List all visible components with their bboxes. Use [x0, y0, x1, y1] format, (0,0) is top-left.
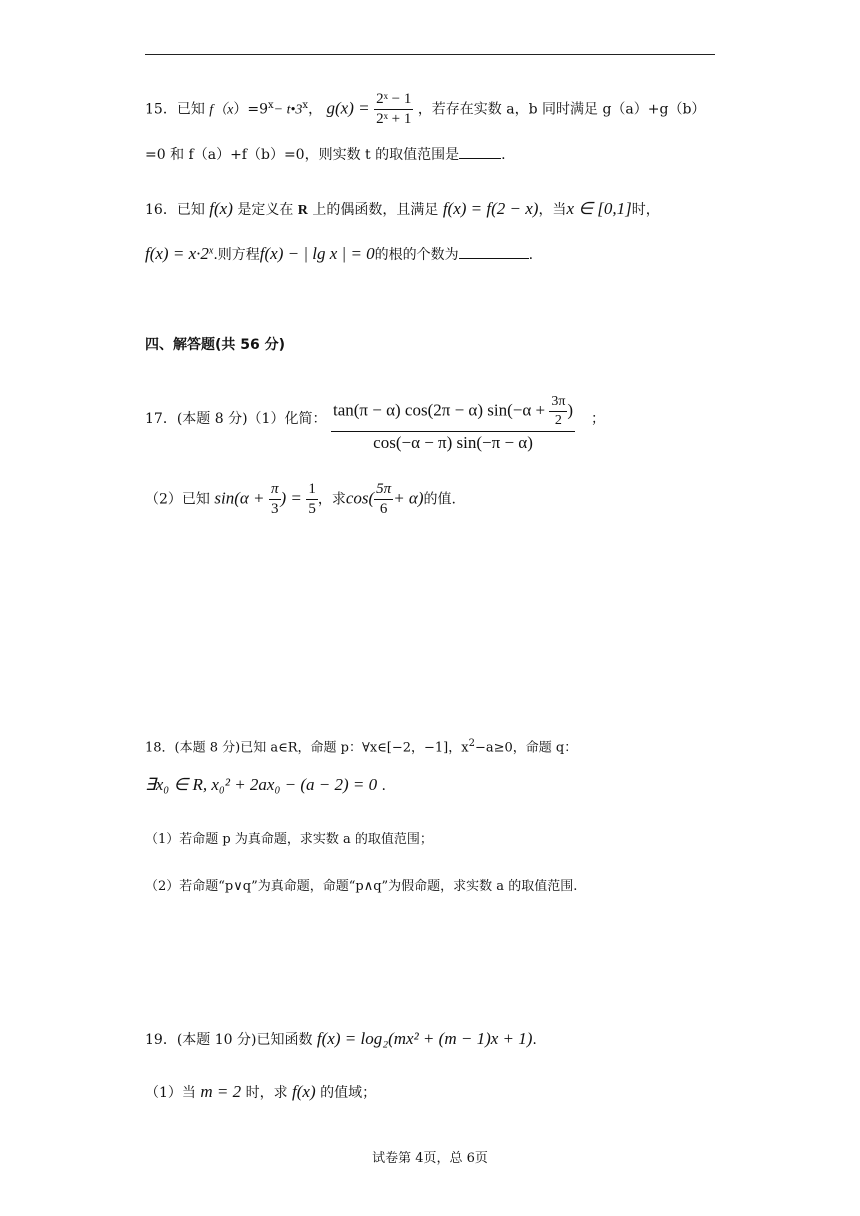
- q17-sin-close: ) =: [280, 488, 302, 508]
- q15-number: 15．已知: [145, 101, 205, 118]
- q15-answer-blank: [459, 158, 501, 159]
- q17-part1-end: ；: [591, 411, 605, 427]
- q15-g-num: 2ˣ − 1: [374, 92, 413, 110]
- q15-comma: ，: [308, 101, 323, 118]
- q16-R: R: [297, 203, 308, 218]
- q16-fx: f(x): [209, 199, 233, 218]
- q18-part2: （2）若命题“p∨q”为真命题，命题“p∧q”为假命题，求实数 a 的取值范围.: [145, 879, 578, 894]
- q15-exp2: x: [302, 99, 309, 111]
- q16-answer-blank: [459, 258, 529, 259]
- q18-line1: [145, 739, 577, 754]
- q17-subfrac-num: 3π: [549, 395, 567, 412]
- q17-num-subfrac: [549, 395, 567, 428]
- q16-text-e: 时，: [631, 202, 660, 218]
- q16-text-b: 是定义在: [237, 202, 294, 218]
- q17-one-fifth: [306, 482, 318, 517]
- q16-def: f(x) = x·2: [145, 244, 209, 263]
- q16-text-c: 上的偶函数，且满足: [312, 202, 439, 218]
- q17-5pi6-num: 5π: [374, 482, 393, 500]
- q15-f-body: ）=9: [233, 101, 269, 118]
- q19-fx: f(x): [292, 1082, 316, 1101]
- q16-def-exp: x: [208, 245, 214, 257]
- q19-line1: [145, 1030, 537, 1047]
- q16-line1: [145, 200, 660, 218]
- q19-line1-text: 19．(本题 10 分)已知函数: [145, 1032, 313, 1048]
- q17-num-a: tan(π − α) cos(2π − α) sin(−α +: [333, 400, 546, 420]
- q15-line2-text: =0 和 f（a）+f（b）=0，则实数 t 的取值范围是: [145, 147, 460, 163]
- q17-one-fifth-num: 1: [306, 482, 318, 500]
- q15-exp1: x: [268, 99, 274, 111]
- q17-fraction: [331, 395, 575, 451]
- q18-line1-tail: −a≥0，命题 q：: [474, 740, 578, 756]
- q19-line1-end: .: [532, 1032, 537, 1048]
- q19-m-value: m = 2: [200, 1082, 242, 1101]
- q16-text-mid: .则方程: [213, 247, 260, 263]
- q19-function: f(x) = log₂(mx² + (m − 1)x + 1): [316, 1029, 533, 1048]
- q19-part1-b: 时，求: [245, 1085, 288, 1101]
- q17-subfrac-den: 2: [554, 413, 562, 428]
- q17-5pi6-frac: [374, 482, 393, 517]
- q17-pi3-num: π: [269, 482, 281, 500]
- q17-cos-open: cos(: [345, 488, 375, 508]
- q17-part2-tail: 的值.: [423, 491, 456, 508]
- q19-part1-a: （1）当: [145, 1085, 196, 1101]
- q17-denominator: cos(−α − π) sin(−π − α): [373, 433, 533, 452]
- q15-g-den: 2ˣ + 1: [376, 111, 412, 127]
- page-footer: 试卷第 4页，总 6页: [372, 1151, 488, 1166]
- q16-eq2: f(x) − | lg x | = 0: [259, 244, 375, 263]
- q16-text-d: ，当: [538, 202, 567, 218]
- q17-part2-label: （2）已知: [145, 491, 210, 508]
- q16-end: .: [528, 247, 534, 263]
- q15-minus-t: − t•3: [273, 102, 303, 118]
- section-title: 四、解答题(共 56 分): [145, 337, 286, 353]
- q17-label: 17．(本题 8 分)（1）化简：: [145, 411, 327, 427]
- q16-line2: [145, 245, 533, 262]
- q19-part1-c: 的值域；: [320, 1085, 377, 1101]
- q17-pi3-frac: [269, 482, 281, 517]
- q15-g-expr: g(x) =: [326, 98, 370, 118]
- q18-line2-end: .: [377, 778, 387, 794]
- q17-one-fifth-den: 5: [308, 501, 316, 517]
- q17-pi3-den: 3: [270, 501, 279, 517]
- q17-num-b: ): [567, 400, 574, 420]
- q15-line2-end: .: [501, 147, 506, 163]
- q15-line1: [145, 92, 705, 127]
- q15-g-fraction: [374, 92, 413, 127]
- q18-line2: [145, 776, 386, 793]
- q15-f-open: f（: [209, 102, 228, 118]
- q19-part1: [145, 1083, 376, 1100]
- q18-part1: （1）若命题 p 为真命题，求实数 a 的取值范围；: [145, 832, 433, 847]
- q18-line1-sup: 2: [468, 738, 475, 749]
- q15-f-var: x: [227, 102, 234, 118]
- q16-eq: f(x) = f(2 − x): [442, 199, 539, 218]
- q17-cos-close: + α): [393, 488, 424, 508]
- q17-sin-open: sin(α +: [214, 488, 265, 508]
- q16-cond: x ∈ [0,1]: [566, 199, 632, 218]
- q15-line1-tail: ，若存在实数 a，b 同时满足 g（a）+g（b）: [417, 101, 706, 118]
- q17-5pi6-den: 6: [379, 501, 388, 517]
- q16-number: 16．已知: [145, 202, 205, 218]
- q18-proposition-q: ∃x₀ ∈ R, x₀² + 2ax₀ − (a − 2) = 0: [145, 775, 378, 794]
- q18-line1-text: 18．(本题 8 分)已知 a∈R，命题 p：∀x∈[−2，−1]，x: [145, 740, 469, 756]
- q16-text-tail: 的根的个数为: [374, 247, 459, 263]
- q17-part2: [145, 482, 456, 517]
- header-rule: [145, 54, 715, 55]
- q17-part2-ask: ，求: [317, 491, 346, 508]
- q17-numerator: [331, 395, 575, 432]
- q15-line2: [145, 148, 506, 162]
